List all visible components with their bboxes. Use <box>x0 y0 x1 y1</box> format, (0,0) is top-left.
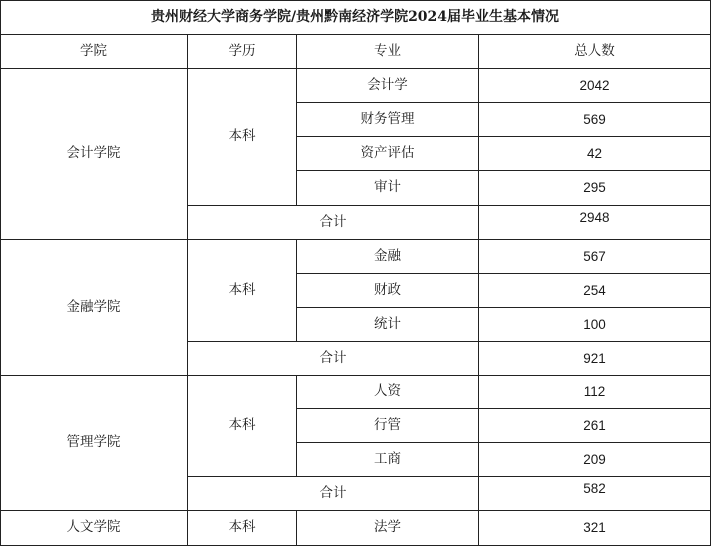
major-name: 财政 <box>297 274 479 308</box>
subtotal-count: 582 <box>479 477 711 511</box>
major-count: 42 <box>479 137 711 171</box>
header-college: 学院 <box>0 35 188 69</box>
college-name: 管理学院 <box>0 376 188 511</box>
major-name: 行管 <box>297 409 479 443</box>
college-name: 金融学院 <box>0 240 188 376</box>
major-name: 财务管理 <box>297 103 479 137</box>
major-count: 209 <box>479 443 711 477</box>
major-count: 569 <box>479 103 711 137</box>
major-count: 112 <box>479 376 711 409</box>
subtotal-label: 合计 <box>188 477 479 511</box>
major-name: 会计学 <box>297 69 479 103</box>
major-count: 100 <box>479 308 711 342</box>
major-name: 人资 <box>297 376 479 409</box>
major-count: 295 <box>479 171 711 206</box>
major-name: 统计 <box>297 308 479 342</box>
subtotal-label: 合计 <box>188 342 479 376</box>
college-name: 会计学院 <box>0 69 188 240</box>
subtotal-count: 2948 <box>479 206 711 240</box>
header-total: 总人数 <box>479 35 711 69</box>
college-name: 人文学院 <box>0 511 188 546</box>
subtotal-label: 合计 <box>188 206 479 240</box>
major-name: 金融 <box>297 240 479 274</box>
major-name: 法学 <box>297 511 479 546</box>
major-count: 261 <box>479 409 711 443</box>
header-major: 专业 <box>297 35 479 69</box>
major-name: 审计 <box>297 171 479 206</box>
major-count: 2042 <box>479 69 711 103</box>
major-name: 资产评估 <box>297 137 479 171</box>
header-degree: 学历 <box>188 35 297 69</box>
major-name: 工商 <box>297 443 479 477</box>
major-count: 567 <box>479 240 711 274</box>
major-count: 254 <box>479 274 711 308</box>
table-title: 贵州财经大学商务学院/贵州黔南经济学院2024届毕业生基本情况 <box>0 0 711 35</box>
major-count: 321 <box>479 511 711 546</box>
degree-cell: 本科 <box>188 240 297 342</box>
degree-cell: 本科 <box>188 69 297 206</box>
degree-cell: 本科 <box>188 511 297 546</box>
degree-cell: 本科 <box>188 376 297 477</box>
subtotal-count: 921 <box>479 342 711 376</box>
